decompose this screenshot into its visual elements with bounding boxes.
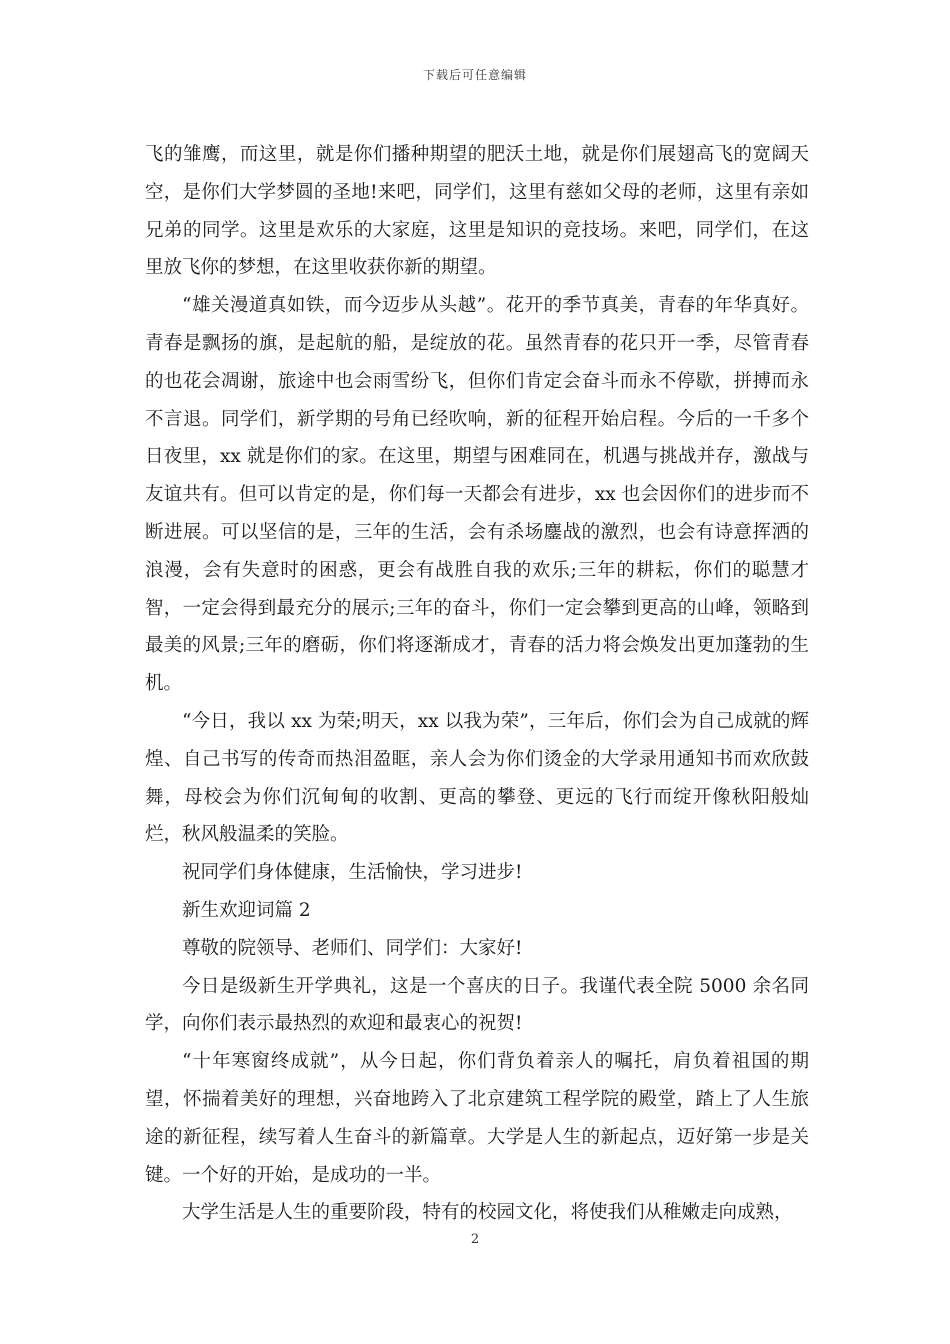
document-body [145,136,809,1232]
salutation: 尊敬的院领导、老师们、同学们：大家好! [182,937,523,959]
paragraph: “十年寒窗终成就”，从今日起，你们背负着亲人的嘱托，肩负着祖国的期望，怀揣着美好的理想，兴奋地跨入了北京建筑工程学院的殿堂，踏上了人生旅途的新征程，续写着人生奋斗的新篇章。大学是人生的新起点，迈好第一步是关键。一个好的开始，是成功的一半。 [145,1051,809,1186]
section-heading: 新生欢迎词篇 2 [182,899,311,921]
paragraph: “雄关漫道真如铁，而今迈步从头越”。花开的季节真美，青春的年华真好。青春是飘扬的旗，是起航的船，是绽放的花。虽然青春的花只开一季，尽管青春的也花会凋谢，旅途中也会雨雪纷飞，但你们肯定会奋斗而永不停歇，拼搏而永不言退。同学们，新学期的号角已经吹响，新的征程开始启程。今后的一千多个日夜里，xx 就是你们的家。在这里，期望与困难同在，机遇与挑战并存，激战与友谊共有。但可以肯定的是，你们每一天都会有进步，xx 也会因你们的进步而不断进展。可以坚信的是，三年的生活，会有杀场鏖战的激烈，也会有诗意挥洒的浪漫，会有失意时的困惑，更会有战胜自我的欢乐;三年的耕耘，你们的聪慧才智，一定会得到最充分的展示;三年的奋斗，你们一定会攀到更高的山峰，领略到最美的风景;三年的磨砺，你们将逐渐成才，青春的活力将会焕发出更加蓬勃的生机。 [145,295,809,695]
page-number: 2 [470,1232,480,1247]
paragraph: 大学生活是人生的重要阶段，特有的校园文化，将使我们从稚嫩走向成熟， [182,1202,793,1224]
paragraph-continued: 飞的雏鹰，而这里，就是你们播种期望的肥沃土地，就是你们展翅高飞的宽阔天空，是你们大学梦圆的圣地!来吧，同学们，这里有慈如父母的老师，这里有亲如兄弟的同学。这里是欢乐的大家庭，这里是知识的竞技场。来吧，同学们，在这里放飞你的梦想，在这里收获你新的期望。 [145,144,809,279]
paragraph: 今日是级新生开学典礼，这是一个喜庆的日子。我谨代表全院 5000 余名同学，向你们表示最热烈的欢迎和最衷心的祝贺! [145,975,809,1035]
paragraph: “今日，我以 xx 为荣;明天，xx 以我为荣”，三年后，你们会为自己成就的辉煌、自己书写的传奇而热泪盈眶，亲人会为你们烫金的大学录用通知书而欢欣鼓舞，母校会为你们沉甸甸的收割、更高的攀登、更远的飞行而绽开像秋阳般灿烂，秋风般温柔的笑脸。 [145,710,809,846]
page-header: 下载后可任意编辑 [422,68,527,82]
paragraph-wishes: 祝同学们身体健康，生活愉快，学习进步! [182,862,523,884]
